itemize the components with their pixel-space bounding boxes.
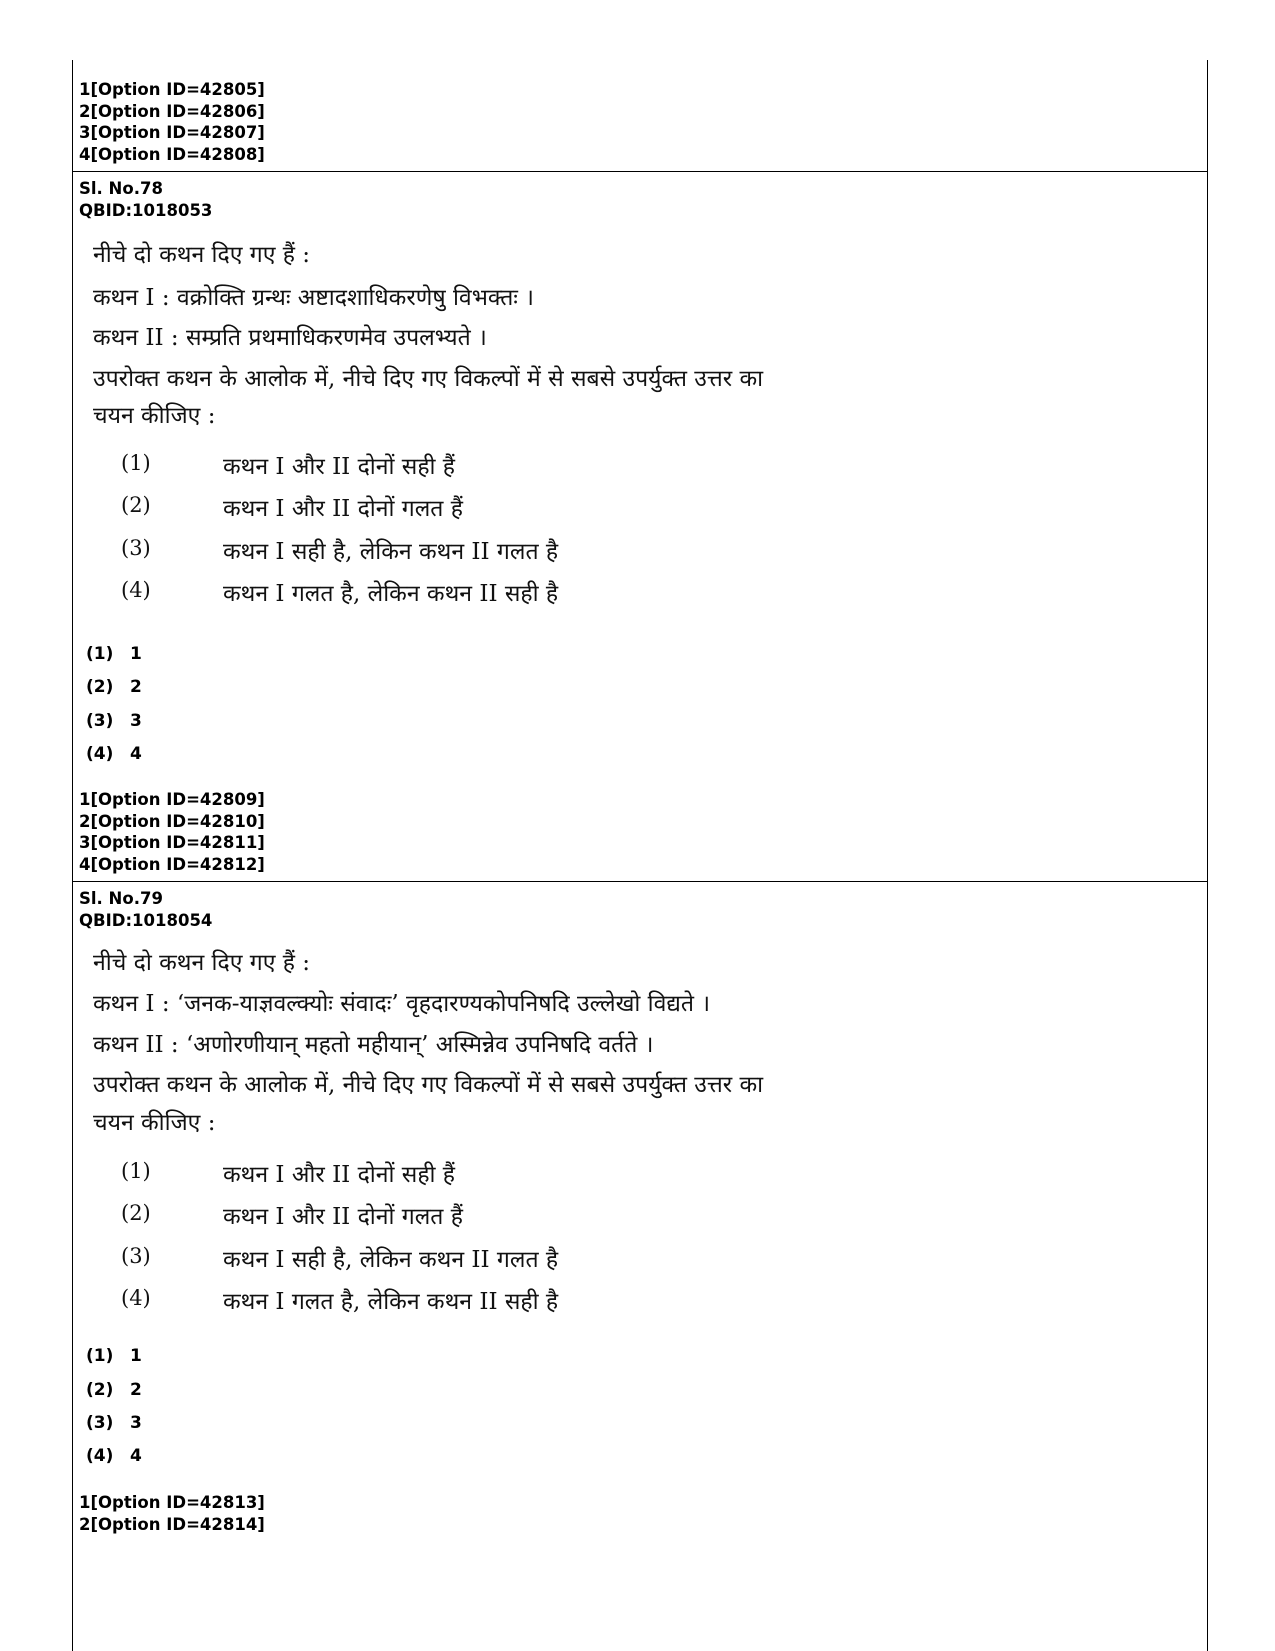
option-number: (2) [121,493,151,517]
option-id-line: 1[Option ID=42813] [79,1493,265,1512]
answer-label: (4) [86,1446,114,1466]
option-id-line: 3[Option ID=42807] [79,123,265,142]
option-text: कथन I गलत है, लेकिन कथन II सही है [223,1289,559,1315]
divider [72,881,1208,882]
answer-label: (1) [86,1346,114,1366]
answer-value: 3 [130,711,142,731]
answer-choice[interactable] [86,644,142,664]
option-id-line: 1[Option ID=42809] [79,790,265,809]
answer-value: 2 [130,1380,142,1400]
option-id-line: 4[Option ID=42808] [79,144,265,164]
question-prompt-cont: चयन कीजिए : [93,403,216,429]
option-number: (2) [121,1201,151,1225]
statement-1: कथन I : ‘जनक-याज्ञवल्क्योः संवादः’ वृहदारण्यकोपनिषदि उल्लेखो विद्यते । [93,991,711,1017]
qbid: QBID:1018054 [79,910,213,930]
answer-value: 1 [130,1346,142,1366]
statement-2: कथन II : सम्प्रति प्रथमाधिकरणमेव उपलभ्यते । [93,325,487,351]
answer-value: 2 [130,677,142,697]
serial-number: Sl. No.78 [79,179,163,198]
answer-label: (3) [86,1413,114,1433]
answer-label: (2) [86,677,114,697]
option-text: कथन I गलत है, लेकिन कथन II सही है [223,581,559,607]
answer-label: (4) [86,744,114,764]
answer-label: (2) [86,1380,114,1400]
answer-choice[interactable] [86,677,142,697]
answer-value: 3 [130,1413,142,1433]
option-id-line: 3[Option ID=42811] [79,833,265,852]
answer-value: 4 [130,744,142,764]
answer-choice[interactable] [86,1446,142,1466]
statement-1: कथन I : वक्रोक्ति ग्रन्थः अष्टादशाधिकरणेषु विभक्तः । [93,285,534,311]
answer-label: (3) [86,711,114,731]
option-id-line: 2[Option ID=42814] [79,1514,265,1534]
option-number: (3) [121,536,151,560]
option-number: (3) [121,1244,151,1268]
option-text: कथन I सही है, लेकिन कथन II गलत है [223,539,559,565]
answer-choice[interactable] [86,744,142,764]
answer-choice[interactable] [86,1413,142,1433]
question-prompt: उपरोक्त कथन के आलोक में, नीचे दिए गए विकल्पों में से सबसे उपर्युक्त उत्तर का [93,1072,764,1098]
answer-label: (1) [86,644,114,664]
option-number: (1) [121,1159,151,1183]
option-text: कथन I और II दोनों गलत हैं [223,1204,463,1230]
option-id-line: 2[Option ID=42810] [79,811,265,831]
option-id-line: 4[Option ID=42812] [79,854,265,874]
option-text: कथन I और II दोनों सही हैं [223,454,456,480]
question-intro: नीचे दो कथन दिए गए हैं : [93,950,311,976]
question-header [79,888,212,931]
statement-2: कथन II : ‘अणोरणीयान् महतो महीयान्’ अस्मिन्नेव उपनिषदि वर्तते । [93,1032,654,1058]
divider [72,171,1208,172]
option-number: (4) [121,1286,151,1310]
option-text: कथन I और II दोनों गलत हैं [223,496,463,522]
question-intro: नीचे दो कथन दिए गए हैं : [93,242,311,268]
answer-value: 1 [130,644,142,664]
option-number: (4) [121,578,151,602]
option-text: कथन I सही है, लेकिन कथन II गलत है [223,1247,559,1273]
option-ids [79,789,265,875]
option-id-line: 1[Option ID=42805] [79,80,265,99]
option-ids [79,1492,265,1535]
option-number: (1) [121,451,151,475]
question-prompt: उपरोक्त कथन के आलोक में, नीचे दिए गए विकल्पों में से सबसे उपर्युक्त उत्तर का [93,366,764,392]
top-option-ids [79,79,265,165]
answer-choice[interactable] [86,1346,142,1366]
question-prompt-cont: चयन कीजिए : [93,1110,216,1136]
qbid: QBID:1018053 [79,200,213,220]
question-header [79,178,212,221]
answer-choice[interactable] [86,711,142,731]
option-id-line: 2[Option ID=42806] [79,101,265,121]
answer-value: 4 [130,1446,142,1466]
answer-choice[interactable] [86,1380,142,1400]
serial-number: Sl. No.79 [79,889,163,908]
option-text: कथन I और II दोनों सही हैं [223,1162,456,1188]
